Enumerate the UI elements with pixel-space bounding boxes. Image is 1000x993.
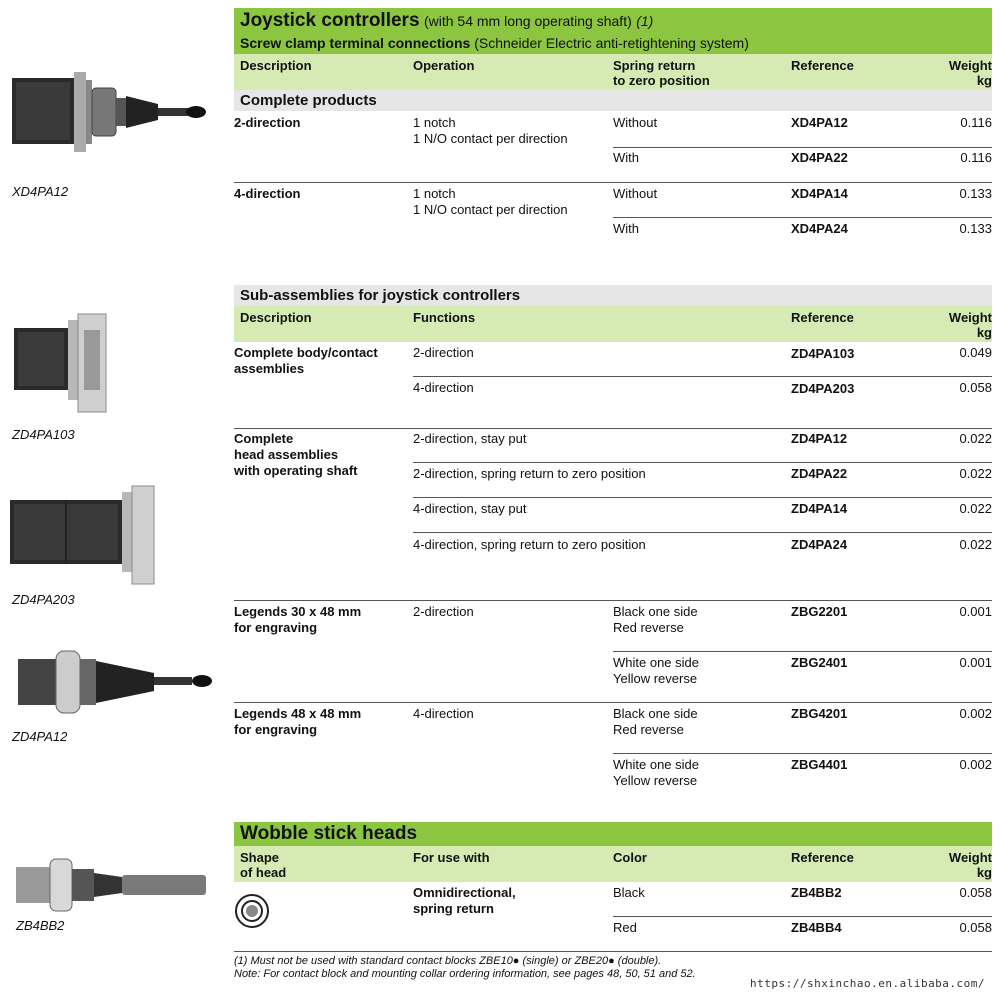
section1-title-note: (with 54 mm long operating shaft) xyxy=(423,13,632,29)
s2-row5-reference: ZD4PA24 xyxy=(791,537,848,552)
s1-row3-spring: With xyxy=(613,221,639,236)
s3-row0-reference: ZB4BB2 xyxy=(791,885,842,900)
s3-row0-weight: 0.058 xyxy=(959,885,992,900)
divider xyxy=(413,462,992,463)
s2-row0-reference: ZD4PA103 xyxy=(791,346,855,361)
s1-header-reference: Reference xyxy=(791,58,854,73)
s3-row1-color: Red xyxy=(613,920,637,935)
s2-row9-color: White one side Yellow reverse xyxy=(613,757,699,788)
s1-header-spring: Spring return to zero position xyxy=(613,58,710,88)
s3-row0-color: Black xyxy=(613,885,645,900)
s2-row9-reference: ZBG4401 xyxy=(791,757,848,772)
s1-row2-weight: 0.133 xyxy=(959,186,992,201)
divider xyxy=(234,951,992,952)
section1-subtitle-bold: Screw clamp terminal connections xyxy=(240,35,471,51)
s2-row8-functions: 4-direction xyxy=(413,706,474,721)
caption-xd4pa12: XD4PA12 xyxy=(12,184,69,199)
divider xyxy=(413,376,992,377)
s1-row2-operation: 1 notch 1 N/O contact per direction xyxy=(413,186,568,217)
s2-row4-reference: ZD4PA14 xyxy=(791,501,848,516)
s2-row6-reference: ZBG2201 xyxy=(791,604,848,619)
caption-zd4pa103: ZD4PA103 xyxy=(12,427,75,442)
s2-row0-functions: 2-direction xyxy=(413,345,474,360)
s2-row3-reference: ZD4PA22 xyxy=(791,466,848,481)
divider xyxy=(234,428,992,429)
divider xyxy=(234,182,992,183)
s1-row2-spring: Without xyxy=(613,186,658,201)
s2-row8-weight: 0.002 xyxy=(959,706,992,721)
s1-row0-weight: 0.116 xyxy=(960,115,992,130)
s1-row3-weight: 0.133 xyxy=(959,221,992,236)
s2-header-weight: Weight kg xyxy=(948,310,992,340)
s2-row7-reference: ZBG2401 xyxy=(791,655,848,670)
s2-row4-functions: 4-direction, stay put xyxy=(413,501,527,516)
s3-header-color: Color xyxy=(613,850,647,865)
footnote-note: Note: For contact block and mounting collar ordering information, see pages 48, 50, 51 and 52. xyxy=(234,968,696,980)
s2-row2-weight: 0.022 xyxy=(959,431,992,446)
s2-row1-functions: 4-direction xyxy=(413,380,474,395)
zd4pa203-body-image xyxy=(8,482,158,592)
divider xyxy=(234,702,992,703)
divider xyxy=(234,600,992,601)
s3-header-use: For use with xyxy=(413,850,490,865)
round-head-shape-icon xyxy=(234,893,270,929)
s1-row0-description: 2-direction xyxy=(234,115,301,130)
zd4pa103-body-image xyxy=(12,310,112,420)
s2-row0-weight: 0.049 xyxy=(959,345,992,360)
s2-row8-reference: ZBG4201 xyxy=(791,706,848,721)
xd4pa12-joystick-image xyxy=(8,60,220,175)
section1-title-bar xyxy=(234,8,992,54)
s3-row1-weight: 0.058 xyxy=(959,920,992,935)
watermark: https://shxinchao.en.alibaba.com/ xyxy=(750,977,986,990)
s2-header-functions: Functions xyxy=(413,310,476,325)
s2-row6-color: Black one side Red reverse xyxy=(613,604,698,635)
s1-row1-spring: With xyxy=(613,150,639,165)
divider xyxy=(613,753,992,754)
divider xyxy=(613,916,992,917)
s1-row0-spring: Without xyxy=(613,115,658,130)
s2-row2-description: Complete head assemblies with operating shaft xyxy=(234,431,358,478)
section2-header-bar xyxy=(234,306,992,342)
s3-header-shape: Shape of head xyxy=(240,850,287,880)
s2-row7-weight: 0.001 xyxy=(959,655,992,670)
s1-header-operation: Operation xyxy=(413,58,475,73)
s2-row4-weight: 0.022 xyxy=(959,501,992,516)
s2-row1-reference: ZD4PA203 xyxy=(791,381,855,396)
divider xyxy=(413,497,992,498)
s1-row1-reference: XD4PA22 xyxy=(791,150,848,165)
s3-header-reference: Reference xyxy=(791,850,854,865)
s2-row2-reference: ZD4PA12 xyxy=(791,431,848,446)
s1-row2-reference: XD4PA14 xyxy=(791,186,848,201)
s2-row2-functions: 2-direction, stay put xyxy=(413,431,527,446)
s2-row8-description: Legends 48 x 48 mm for engraving xyxy=(234,706,362,737)
s1-row0-reference: XD4PA12 xyxy=(791,115,848,130)
s2-header-description: Description xyxy=(240,310,312,325)
s2-row6-description: Legends 30 x 48 mm for engraving xyxy=(234,604,362,635)
s2-row6-weight: 0.001 xyxy=(959,604,992,619)
s2-row5-functions: 4-direction, spring return to zero position xyxy=(413,537,646,552)
caption-zb4bb2: ZB4BB2 xyxy=(16,918,65,933)
section1-group-bar xyxy=(234,90,992,111)
s2-row1-weight: 0.058 xyxy=(959,380,992,395)
s2-header-reference: Reference xyxy=(791,310,854,325)
section1-group-label: Complete products xyxy=(240,92,377,109)
section3-title: Wobble stick heads xyxy=(240,823,418,844)
s3-row0-use: Omnidirectional, spring return xyxy=(413,885,516,916)
section3-title-bar xyxy=(234,822,992,846)
s2-row6-functions: 2-direction xyxy=(413,604,474,619)
s2-row8-color: Black one side Red reverse xyxy=(613,706,698,737)
zd4pa12-head-image xyxy=(14,645,220,720)
s1-row3-reference: XD4PA24 xyxy=(791,221,848,236)
s2-row9-weight: 0.002 xyxy=(959,757,992,772)
s3-row1-reference: ZB4BB4 xyxy=(791,920,842,935)
section1-title: Joystick controllers xyxy=(240,10,420,31)
s2-row0-description: Complete body/contact assemblies xyxy=(234,345,378,376)
s1-row1-weight: 0.116 xyxy=(960,150,992,165)
zb4bb2-wobble-head-image xyxy=(12,855,212,915)
section2-title-bar xyxy=(234,285,992,306)
s1-row0-operation: 1 notch 1 N/O contact per direction xyxy=(413,115,568,146)
s2-row5-weight: 0.022 xyxy=(959,537,992,552)
s3-header-weight: Weight kg xyxy=(948,850,992,880)
s2-row7-color: White one side Yellow reverse xyxy=(613,655,699,686)
s1-header-weight: Weight kg xyxy=(948,58,992,88)
section1-title-ref: (1) xyxy=(636,13,654,29)
s2-row3-weight: 0.022 xyxy=(959,466,992,481)
section1-subtitle-rest: (Schneider Electric anti-retightening system) xyxy=(474,35,749,51)
footnote-1: (1) Must not be used with standard contact blocks ZBE10● (single) or ZBE20● (double). xyxy=(234,955,662,967)
section2-title: Sub-assemblies for joystick controllers xyxy=(240,287,521,304)
divider xyxy=(413,532,992,533)
s1-row2-description: 4-direction xyxy=(234,186,301,201)
divider xyxy=(613,147,992,148)
divider xyxy=(613,651,992,652)
caption-zd4pa203: ZD4PA203 xyxy=(12,592,75,607)
divider xyxy=(613,217,992,218)
caption-zd4pa12: ZD4PA12 xyxy=(12,729,68,744)
s2-row3-functions: 2-direction, spring return to zero position xyxy=(413,466,646,481)
s1-header-description: Description xyxy=(240,58,312,73)
